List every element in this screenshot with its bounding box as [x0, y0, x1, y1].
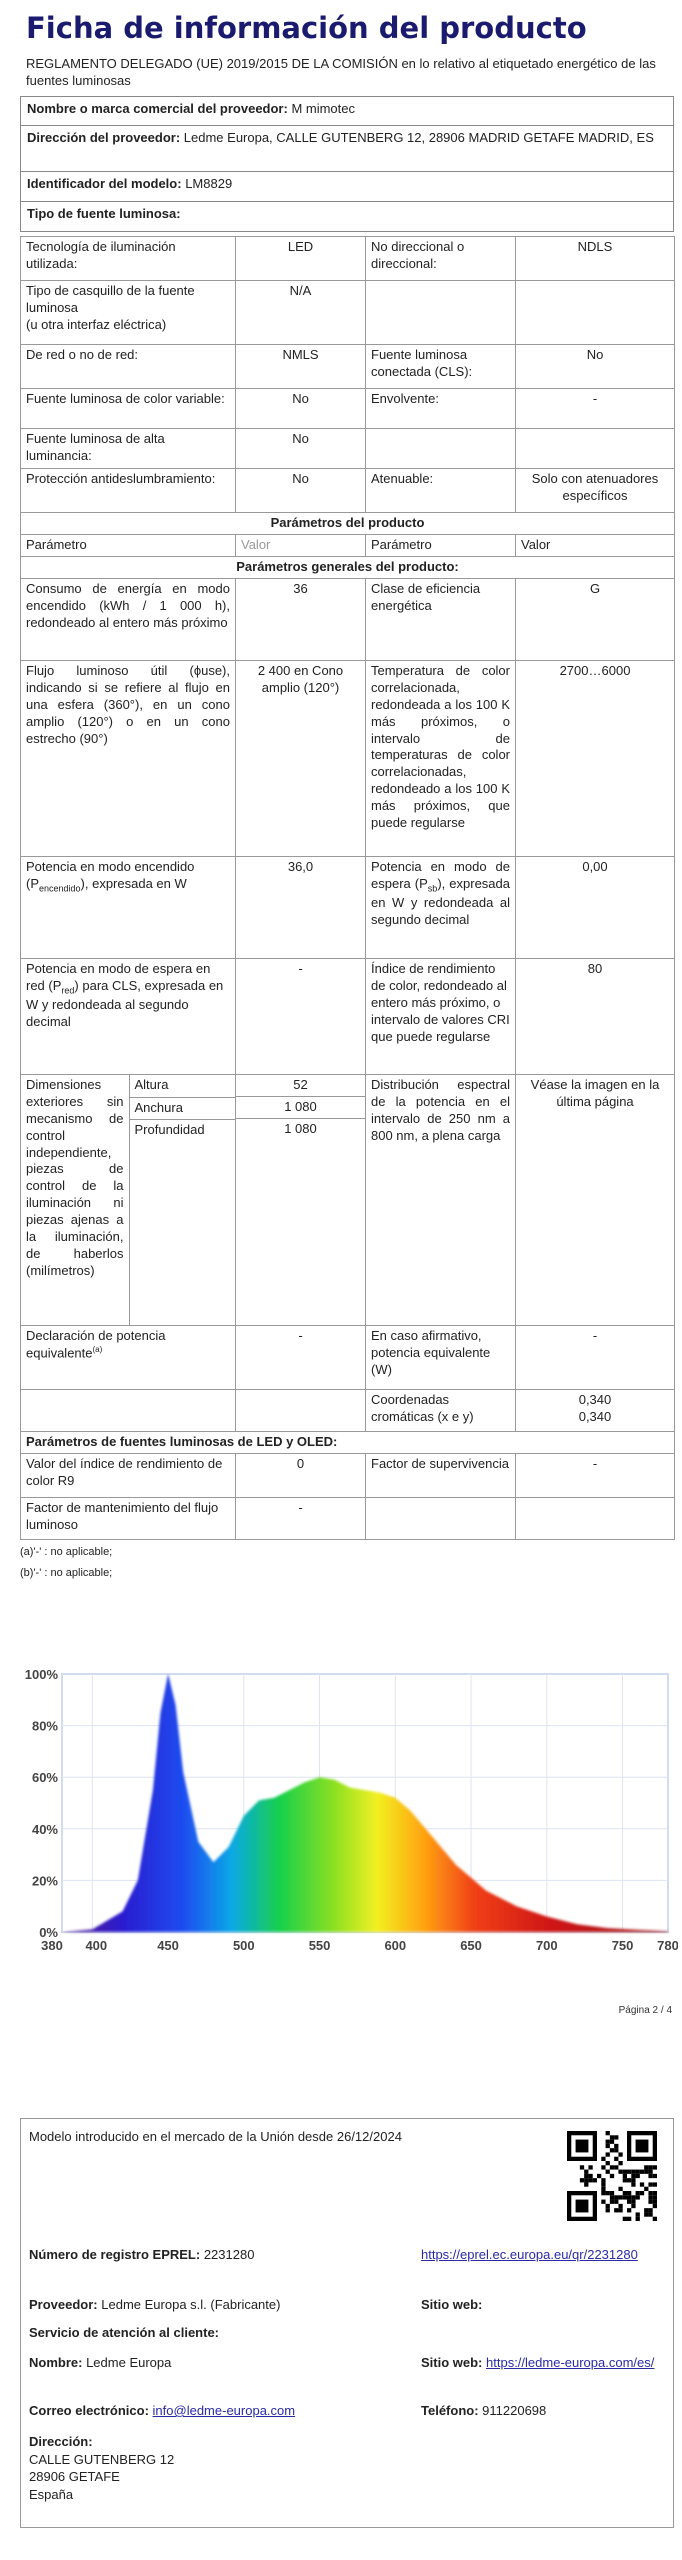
cell: NDLS [516, 237, 675, 281]
cell [366, 429, 516, 469]
table-row [21, 857, 675, 959]
x-tick-label: 780 [657, 1938, 678, 1953]
eprel-row [29, 2247, 254, 2264]
x-tick-label: 650 [460, 1938, 482, 1953]
website2-label: Sitio web: [421, 2355, 483, 2370]
cell: Fuente luminosa de color variable: [21, 389, 236, 429]
cell: No [236, 469, 366, 513]
table-row [21, 1498, 675, 1540]
cell: Envolvente: [366, 389, 516, 429]
model-id-label: Identificador del modelo: [27, 176, 182, 191]
supplier-name-value: M mimotec [291, 101, 355, 116]
x-tick-label: 400 [85, 1938, 108, 1953]
supplier-address-label: Dirección del proveedor: [27, 130, 181, 145]
cell: Factor de mantenimiento del flujo luminoso [21, 1498, 236, 1540]
table-row [21, 389, 675, 429]
table-row [21, 661, 675, 857]
supplier-name-box [20, 96, 674, 232]
x-tick-label: 700 [535, 1938, 558, 1953]
y-axis-ticks [25, 1667, 59, 1940]
dim-width-value: 1 080 [236, 1097, 365, 1119]
cell: 2700…6000 [516, 661, 675, 857]
x-tick-label: 450 [157, 1938, 179, 1953]
address-line: 28906 GETAFE [29, 2469, 120, 2485]
cell: Véase la imagen en la última página [516, 1075, 675, 1326]
dims-label: Dimensiones exteriores sin mecanismo de control independiente, piezas de control de la iluminación ni piezas ajenas a la iluminación, de haberlos (milímetros) [21, 1075, 129, 1325]
email-label: Correo electrónico: [29, 2403, 149, 2418]
cell: Fuente luminosa conectada (CLS): [366, 345, 516, 389]
address-block [29, 2433, 174, 2503]
light-type-heading: Tipo de fuente luminosa: [27, 206, 181, 221]
cell: Temperatura de color correlacionada, redondeada a los 100 K más próximos, o intervalo de temperaturas de color correlacionadas, redondeado a los 100 K más próximos, que puede regularse [366, 661, 516, 857]
cell: - [516, 1454, 675, 1498]
regulation-text: REGLAMENTO DELEGADO (UE) 2019/2015 DE LA COMISIÓN en lo relativo al etiquetado energético de las fuentes luminosas [26, 56, 656, 88]
address-line: CALLE GUTENBERG 12 [29, 2451, 175, 2467]
cell: Flujo luminoso útil (ϕuse), indicando si se refiere al flujo en una esfera (360°), en un cono amplio (120°) o en un cono estrecho (90°) [21, 661, 236, 857]
cell: Índice de rendimiento de color, redondeado al entero más próximo, o intervalo de valores CRI que puede regularse [366, 959, 516, 1075]
cell: Tipo de casquillo de la fuente luminosa (u otra interfaz eléctrica) [21, 281, 236, 345]
y-tick-label: 60% [31, 1770, 58, 1786]
cell: - [236, 1498, 366, 1540]
cell: NMLS [236, 345, 366, 389]
cell: Solo con atenuadores específicos [516, 469, 675, 513]
cell: G [516, 579, 675, 661]
cell: LED [236, 237, 366, 281]
email-row [29, 2403, 295, 2420]
cell: No direccional o direccional: [366, 237, 516, 281]
table-row [21, 237, 675, 281]
dims-values-cell [236, 1075, 366, 1326]
address-label: Dirección: [29, 2434, 93, 2449]
cell: Coordenadas cromáticas (x e y) [366, 1390, 516, 1432]
phone-label: Teléfono: [421, 2403, 479, 2418]
cell: Clase de eficiencia energética [366, 579, 516, 661]
cell: Potencia en modo de espera en red $(P_{red})$ para CLS, expresada en W y redondeada al segundo decimal [21, 959, 236, 1075]
table-row [21, 1075, 675, 1326]
dim-width-label: Anchura [129, 1097, 235, 1119]
x-tick-label: 380 [41, 1938, 63, 1953]
spectral-chart [18, 1660, 678, 1960]
x-tick-label: 600 [384, 1938, 407, 1953]
website2-link[interactable]: https://ledme-europa.com/es/ [486, 2355, 655, 2370]
table-row [21, 1390, 675, 1432]
cell: 80 [516, 959, 675, 1075]
cell: N/A [236, 281, 366, 345]
cell: Declaración de potencia equivalente$^{(a)}$ [21, 1326, 236, 1390]
cell: Protección antideslumbramiento: [21, 469, 236, 513]
supplier-value: Ledme Europa s.l. (Fabricante) [101, 2297, 281, 2312]
cell: - [516, 389, 675, 429]
column-header: Parámetro [366, 535, 516, 557]
table-row [21, 429, 675, 469]
cell: - [236, 959, 366, 1075]
email-link[interactable]: info@ledme-europa.com [152, 2403, 296, 2418]
table-row [21, 535, 675, 557]
cell: Factor de supervivencia [366, 1454, 516, 1498]
cell: De red o no de red: [21, 345, 236, 389]
y-tick-label: 20% [31, 1873, 58, 1889]
footnote: (b)'-' : no aplicable; [20, 1566, 113, 1579]
general-params-heading: Parámetros generales del producto: [21, 557, 675, 579]
eprel-label: Número de registro EPREL: [29, 2247, 201, 2262]
y-tick-label: 0% [39, 1925, 58, 1940]
cell: - [236, 1326, 366, 1390]
cell: No [236, 429, 366, 469]
spectral-chart-svg [18, 1660, 678, 1960]
cell: Valor del índice de rendimiento de color R9 [21, 1454, 236, 1498]
cell: Distribución espectral de la potencia en el intervalo de 250 nm a 800 nm, a plena carga [366, 1075, 516, 1326]
x-tick-label: 550 [308, 1938, 331, 1953]
cell: No [236, 389, 366, 429]
table-row [21, 469, 675, 513]
led-params-heading: Parámetros de fuentes luminosas de LED y OLED: [21, 1432, 675, 1454]
cell: Fuente luminosa de alta luminancia: [21, 429, 236, 469]
qr-code-icon[interactable] [567, 2131, 657, 2221]
cell: No [516, 345, 675, 389]
cell [516, 429, 675, 469]
x-tick-label: 500 [232, 1938, 255, 1953]
supplier-label: Proveedor: [29, 2297, 98, 2312]
registration-card [20, 2118, 674, 2528]
product-params-heading: Parámetros del producto [21, 513, 675, 535]
dims-cell [21, 1075, 236, 1326]
table-row [21, 1326, 675, 1390]
footnotes [20, 1542, 674, 1584]
y-tick-label: 40% [31, 1821, 58, 1837]
cell: Potencia en modo encendido $(P_{encendido})$, expresada en W [21, 857, 236, 959]
table-row [21, 1454, 675, 1498]
cell: 0 [236, 1454, 366, 1498]
cell [516, 1498, 675, 1540]
cell: Consumo de energía en modo encendido (kWh / 1 000 h), redondeado al entero más próximo [21, 579, 236, 661]
y-tick-label: 80% [31, 1718, 58, 1734]
eprel-link[interactable]: https://eprel.ec.europa.eu/qr/2231280 [421, 2247, 638, 2262]
table-row [21, 579, 675, 661]
dim-depth-value: 1 080 [284, 1121, 317, 1136]
model-id-value: LM8829 [185, 176, 233, 191]
table-row [21, 345, 675, 389]
cell: Potencia en modo de espera $(P_{sb})$, expresada en W y redondeada al segundo decimal [366, 857, 516, 959]
cell [21, 1390, 236, 1432]
table-row [21, 959, 675, 1075]
phone-row [421, 2403, 546, 2420]
column-header: Parámetro [21, 535, 236, 557]
address-line: España [29, 2486, 74, 2502]
column-header: Valor [516, 535, 675, 557]
cell [516, 281, 675, 345]
cell [366, 1498, 516, 1540]
supplier-row [29, 2297, 280, 2314]
supplier-address-value: Ledme Europa, CALLE GUTENBERG 12, 28906 MADRID GETAFE MADRID, ES [183, 130, 654, 145]
page-number: Página 2 / 4 [618, 2005, 672, 2016]
footnote: (a)'-' : no aplicable; [20, 1546, 113, 1558]
cell: - [516, 1326, 675, 1390]
supplier-name-label: Nombre o marca comercial del proveedor: [27, 101, 288, 116]
y-tick-label: 100% [24, 1667, 58, 1682]
table-row [21, 281, 675, 345]
cell: Atenuable: [366, 469, 516, 513]
cell: 36,0 [236, 857, 366, 959]
table-row [21, 513, 675, 535]
website-label: Sitio web: [421, 2297, 483, 2312]
cell: 2 400 en Cono amplio (120°) [236, 661, 366, 857]
column-header: Valor [236, 535, 366, 557]
cell [236, 1390, 366, 1432]
eprel-value: 2231280 [203, 2247, 255, 2262]
table-row [21, 1432, 675, 1454]
cell: 0,00 [516, 857, 675, 959]
contact-name-label: Nombre: [29, 2355, 83, 2370]
table-row [21, 557, 675, 579]
x-tick-label: 750 [611, 1938, 634, 1953]
market-intro-text: Modelo introducido en el mercado de la Unión desde 26/12/2024 [29, 2129, 402, 2144]
website2-row [421, 2355, 661, 2372]
dim-depth-label: Profundidad [134, 1121, 205, 1137]
cell: 0,340 0,340 [516, 1390, 675, 1432]
x-axis-ticks [41, 1938, 678, 1953]
cell [366, 281, 516, 345]
phone-value: 911220698 [482, 2403, 547, 2418]
dim-height-value: 52 [236, 1075, 365, 1097]
page-title: Ficha de información del producto [26, 11, 587, 45]
cell: Tecnología de iluminación utilizada: [21, 237, 236, 281]
cell: En caso afirmativo, potencia equivalente (W) [366, 1326, 516, 1390]
contact-name-row [29, 2355, 171, 2372]
customer-service-heading: Servicio de atención al cliente: [29, 2325, 220, 2340]
light-type-table [20, 236, 675, 1540]
cell: 36 [236, 579, 366, 661]
contact-name-value: Ledme Europa [86, 2355, 172, 2370]
dim-height-label: Altura [129, 1075, 235, 1097]
